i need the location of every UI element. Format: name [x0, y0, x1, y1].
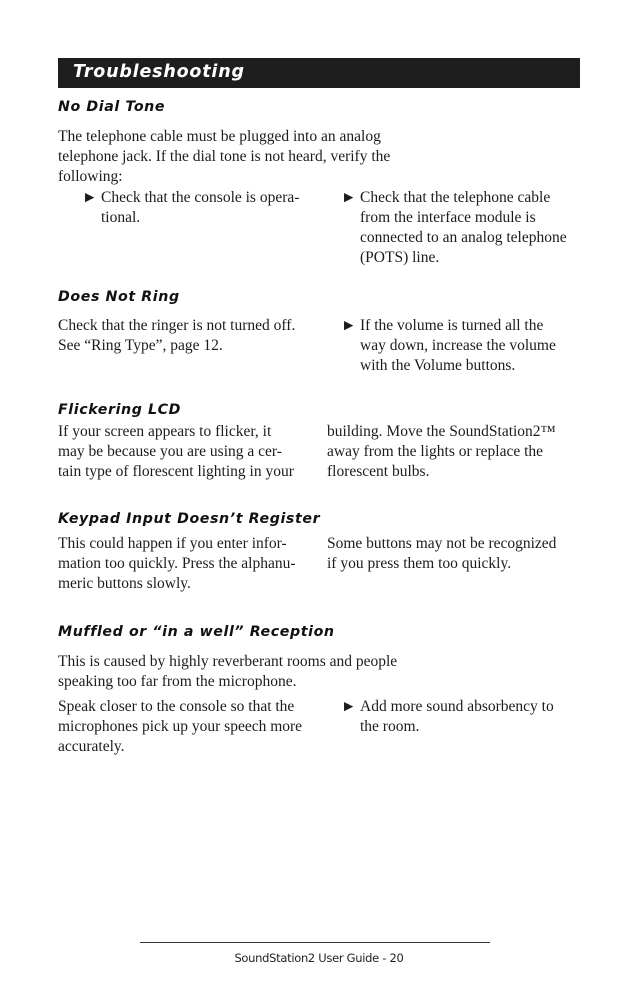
text-line: Speak closer to the console so that the: [58, 698, 295, 715]
text-line: following:: [58, 168, 123, 185]
heading-muffled-reception: Muffled or “in a well” Reception: [58, 624, 335, 640]
text-line: if you press them too quickly.: [327, 555, 512, 572]
text-line: See “Ring Type”, page 12.: [58, 337, 223, 354]
text-line: Check that the ringer is not turned off.: [58, 317, 296, 334]
text-line: accurately.: [58, 738, 125, 755]
text-line: (POTS) line.: [360, 249, 440, 266]
text-line: Check that the telephone cable: [360, 189, 551, 206]
text-line: connected to an analog telephone: [360, 229, 567, 246]
text-line: tional.: [101, 209, 141, 226]
text-line: may be because you are using a cer-: [58, 443, 282, 460]
text-line: from the interface module is: [360, 209, 536, 226]
text-line: Check that the console is opera-: [101, 189, 300, 206]
bullet-item-telephone-cable: [341, 188, 601, 272]
footer-divider: [140, 942, 490, 943]
text-line: the room.: [360, 718, 420, 735]
text-line: meric buttons slowly.: [58, 575, 191, 592]
paragraph-keypad-left: [58, 534, 295, 594]
text-line: speaking too far from the microphone.: [58, 673, 297, 690]
text-line: Add more sound absorbency to: [360, 698, 554, 715]
paragraph-no-dial-tone-intro: [58, 127, 390, 187]
paragraph-flickering-left: [58, 422, 294, 482]
text-line: If the volume is turned all the: [360, 317, 544, 334]
paragraph-keypad-right: [327, 534, 556, 574]
bullet-arrow-icon: ►: [82, 189, 98, 206]
bullet-arrow-icon: ►: [341, 698, 357, 715]
bullet-item-volume: [341, 316, 601, 380]
text-line: telephone jack. If the dial tone is not heard, verify the: [58, 148, 391, 165]
text-line: tain type of florescent lighting in your: [58, 463, 294, 480]
heading-flickering-lcd: Flickering LCD: [58, 402, 182, 418]
heading-keypad-input: Keypad Input Doesn’t Register: [58, 511, 321, 527]
text-line: florescent bulbs.: [327, 463, 430, 480]
paragraph-does-not-ring: [58, 316, 295, 356]
section-banner: [58, 58, 580, 88]
text-line: building. Move the SoundStation2™: [327, 423, 556, 440]
heading-does-not-ring: Does Not Ring: [58, 289, 180, 305]
paragraph-muffled-intro: [58, 652, 397, 692]
text-line: away from the lights or replace the: [327, 443, 544, 460]
text-line: way down, increase the volume: [360, 337, 556, 354]
text-line: Some buttons may not be recognized: [327, 535, 557, 552]
paragraph-flickering-right: [327, 422, 556, 482]
bullet-item-sound-absorbency: [341, 697, 601, 741]
text-line: The telephone cable must be plugged into an analog: [58, 128, 381, 145]
text-line: This is caused by highly reverberant rooms and people: [58, 653, 398, 670]
text-line: mation too quickly. Press the alphanu-: [58, 555, 296, 572]
text-line: microphones pick up your speech more: [58, 718, 303, 735]
text-line: If your screen appears to flicker, it: [58, 423, 272, 440]
page-footer: SoundStation2 User Guide - 20: [234, 951, 404, 965]
heading-no-dial-tone: No Dial Tone: [58, 99, 166, 115]
page-title: Troubleshooting: [73, 62, 245, 82]
text-line: This could happen if you enter infor-: [58, 535, 287, 552]
paragraph-muffled-left: [58, 697, 302, 757]
bullet-arrow-icon: ►: [341, 189, 357, 206]
bullet-item-console: [82, 188, 322, 232]
bullet-arrow-icon: ►: [341, 317, 357, 334]
text-line: with the Volume buttons.: [360, 357, 516, 374]
